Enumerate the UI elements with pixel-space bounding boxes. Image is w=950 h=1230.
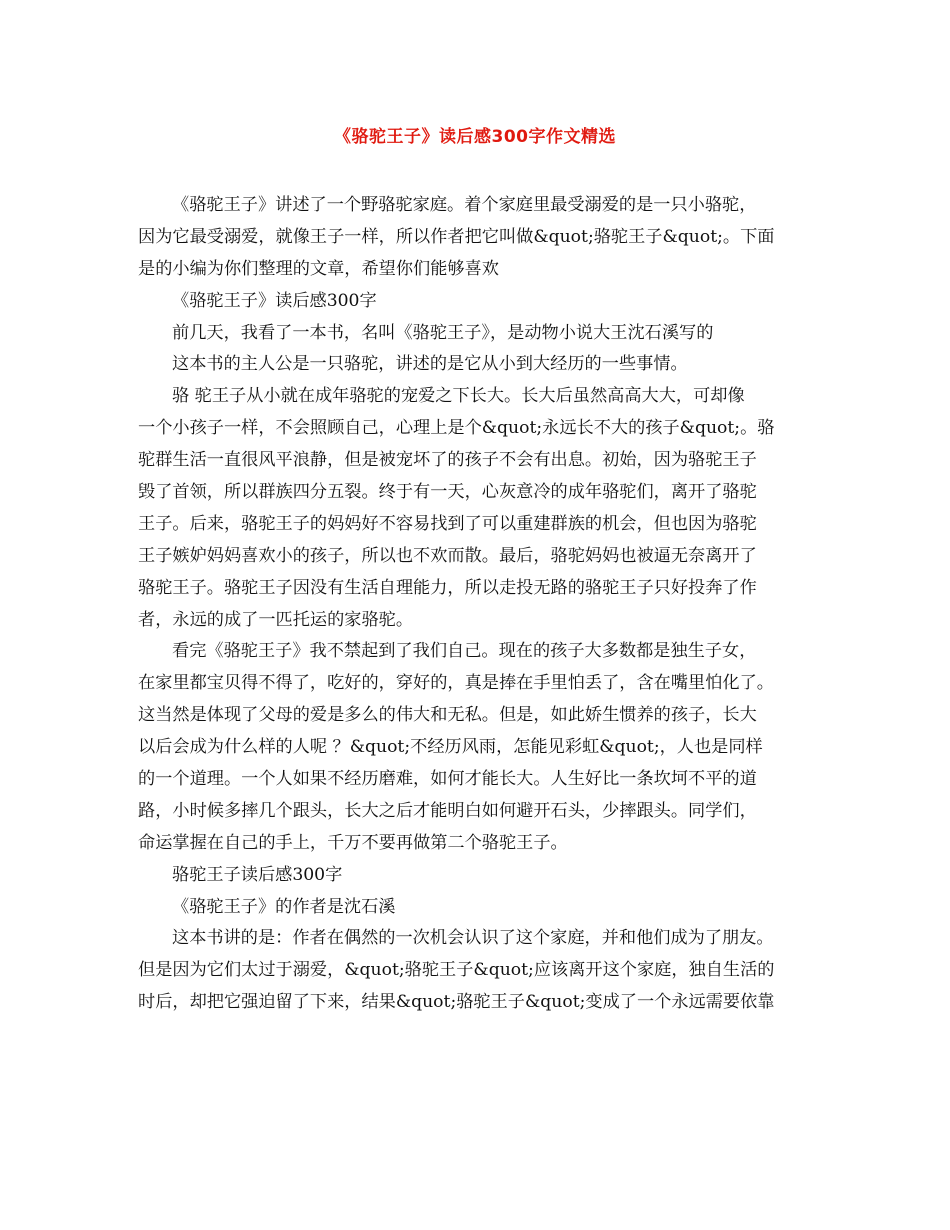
text-line: 是的小编为你们整理的文章，希望你们能够喜欢 (138, 258, 499, 279)
text-line: 但是因为它们太过于溺爱，&quot;骆驼王子&quot;应该离开这个家庭，独自生活的 (138, 960, 775, 981)
text-line: 这本书讲的是：作者在偶然的一次机会认识了这个家庭，并和他们成为了朋友。 (172, 928, 774, 949)
text-line: 这当然是体现了父母的爱是多么的伟大和无私。但是，如此娇生惯养的孩子，长大 (138, 705, 757, 726)
text-line: 命运掌握在自己的手上，千万不要再做第二个骆驼王子。 (138, 832, 568, 853)
text-line: 《骆驼王子》讲述了一个野骆驼家庭。着个家庭里最受溺爱的是一只小骆驼， (172, 195, 757, 215)
text-line: 者，永远的成了一匹托运的家骆驼。 (138, 609, 414, 630)
document-title: 《骆驼王子》读后感300字作文精选 (334, 127, 616, 147)
text-line: 以后会成为什么样的人呢 ？&quot;不经历风雨，怎能见彩虹&quot;，人也是同样 (138, 737, 763, 758)
text-line: 时后，却把它强迫留了下来，结果&quot;骆驼王子&quot;变成了一个永远需要依靠 (138, 992, 775, 1013)
text-line: 前几天，我看了一本书，名叫《骆驼王子》，是动物小说大王沈石溪写的 (172, 322, 714, 343)
text-line: 这本书的主人公是一只骆驼，讲述的是它从小到大经历的一些事情。 (172, 354, 688, 375)
text-line: 在家里都宝贝得不得了，吃好的，穿好的，真是捧在手里怕丢了，含在嘴里怕化了。 (138, 673, 774, 694)
text-line: 看完《骆驼王子》我不禁起到了我们自己。现在的孩子大多数都是独生子女， (172, 641, 757, 662)
text-line: 毁了首领，所以群族四分五裂。终于有一天，心灰意冷的成年骆驼们，离开了骆驼 (138, 482, 757, 503)
text-line: 骆驼王子读后感300字 (172, 864, 343, 885)
document-body (138, 190, 828, 1019)
text-line: 骆 驼王子从小就在成年骆驼的宠爱之下长大。长大后虽然高高大大，可却像 (172, 386, 745, 407)
text-line: 因为它最受溺爱，就像王子一样，所以作者把它叫做&quot;骆驼王子&quot;。下面 (138, 226, 775, 247)
text-line: 王子嫉妒妈妈喜欢小的孩子，所以也不欢而散。最后，骆驼妈妈也被逼无奈离开了 (138, 545, 757, 566)
text-line: 《骆驼王子》的作者是沈石溪 (172, 896, 396, 917)
text-line: 《骆驼王子》读后感300字 (172, 290, 377, 311)
text-line: 路，小时候多摔几个跟头，长大之后才能明白如何避开石头，少摔跟头。同学们， (138, 800, 757, 821)
text-line: 一个小孩子一样，不会照顾自己，心理上是个&quot;永远长不大的孩子&quot;。骆 (138, 418, 775, 439)
text-line: 的一个道理。一个人如果不经历磨难，如何才能长大。人生好比一条坎坷不平的道 (138, 769, 757, 790)
text-line: 王子。后来，骆驼王子的妈妈好不容易找到了可以重建群族的机会，但也因为骆驼 (138, 513, 757, 534)
text-line: 驼群生活一直很风平浪静，但是被宠坏了的孩子不会有出息。初始，因为骆驼王子 (138, 450, 757, 471)
text-line: 骆驼王子。骆驼王子因没有生活自理能力，所以走投无路的骆驼王子只好投奔了作 (138, 577, 757, 598)
